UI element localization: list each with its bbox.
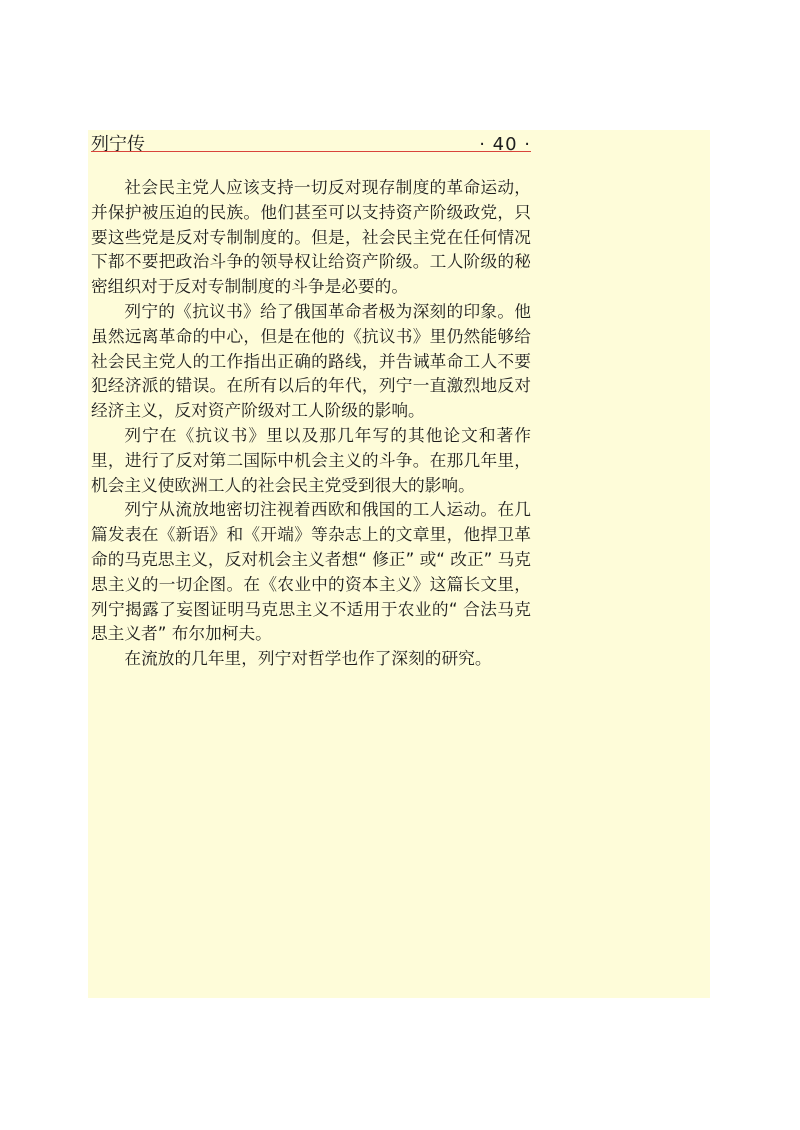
body-text xyxy=(91,175,531,671)
paragraph: 列宁在《抗议书》里以及那几年写的其他论文和著作里，进行了反对第二国际中机会主义的斗争。在那几年里，机会主义使欧洲工人的社会民主党受到很大的影响。 xyxy=(91,424,531,495)
running-header xyxy=(91,132,531,158)
book-title: 列宁传 xyxy=(91,134,145,155)
paragraph: 在流放的几年里，列宁对哲学也作了深刻的研究。 xyxy=(124,648,492,669)
paragraph: 列宁从流放地密切注视着西欧和俄国的工人运动。在几篇发表在《新语》和《开端》等杂志上的文章里，他捍卫革命的马克思主义，反对机会主义者想“ 修正” 或“ 改正” 马克思主义的一切企图。在《农业中的资本主义》这篇长文里，列宁揭露了妄图证明马克思主义不适用于农业的“ 合法马克思主义者” 布尔加柯夫。 xyxy=(91,499,531,644)
header-divider xyxy=(91,151,531,152)
page-number: · 40 · xyxy=(479,134,531,155)
paragraph: 社会民主党人应该支持一切反对现存制度的革命运动，并保护被压迫的民族。他们甚至可以支持资产阶级政党，只要这些党是反对专制制度的。但是，社会民主党在任何情况下都不要把政治斗争的领导权让给资产阶级。工人阶级的秘密组织对于反对专制制度的斗争是必要的。 xyxy=(91,177,531,297)
paragraph: 列宁的《抗议书》给了俄国革命者极为深刻的印象。他虽然远离革命的中心，但是在他的《抗议书》里仍然能够给社会民主党人的工作指出正确的路线，并告诫革命工人不要犯经济派的错误。在所有以后的年代，列宁一直激烈地反对经济主义，反对资产阶级对工人阶级的影响。 xyxy=(91,300,531,421)
